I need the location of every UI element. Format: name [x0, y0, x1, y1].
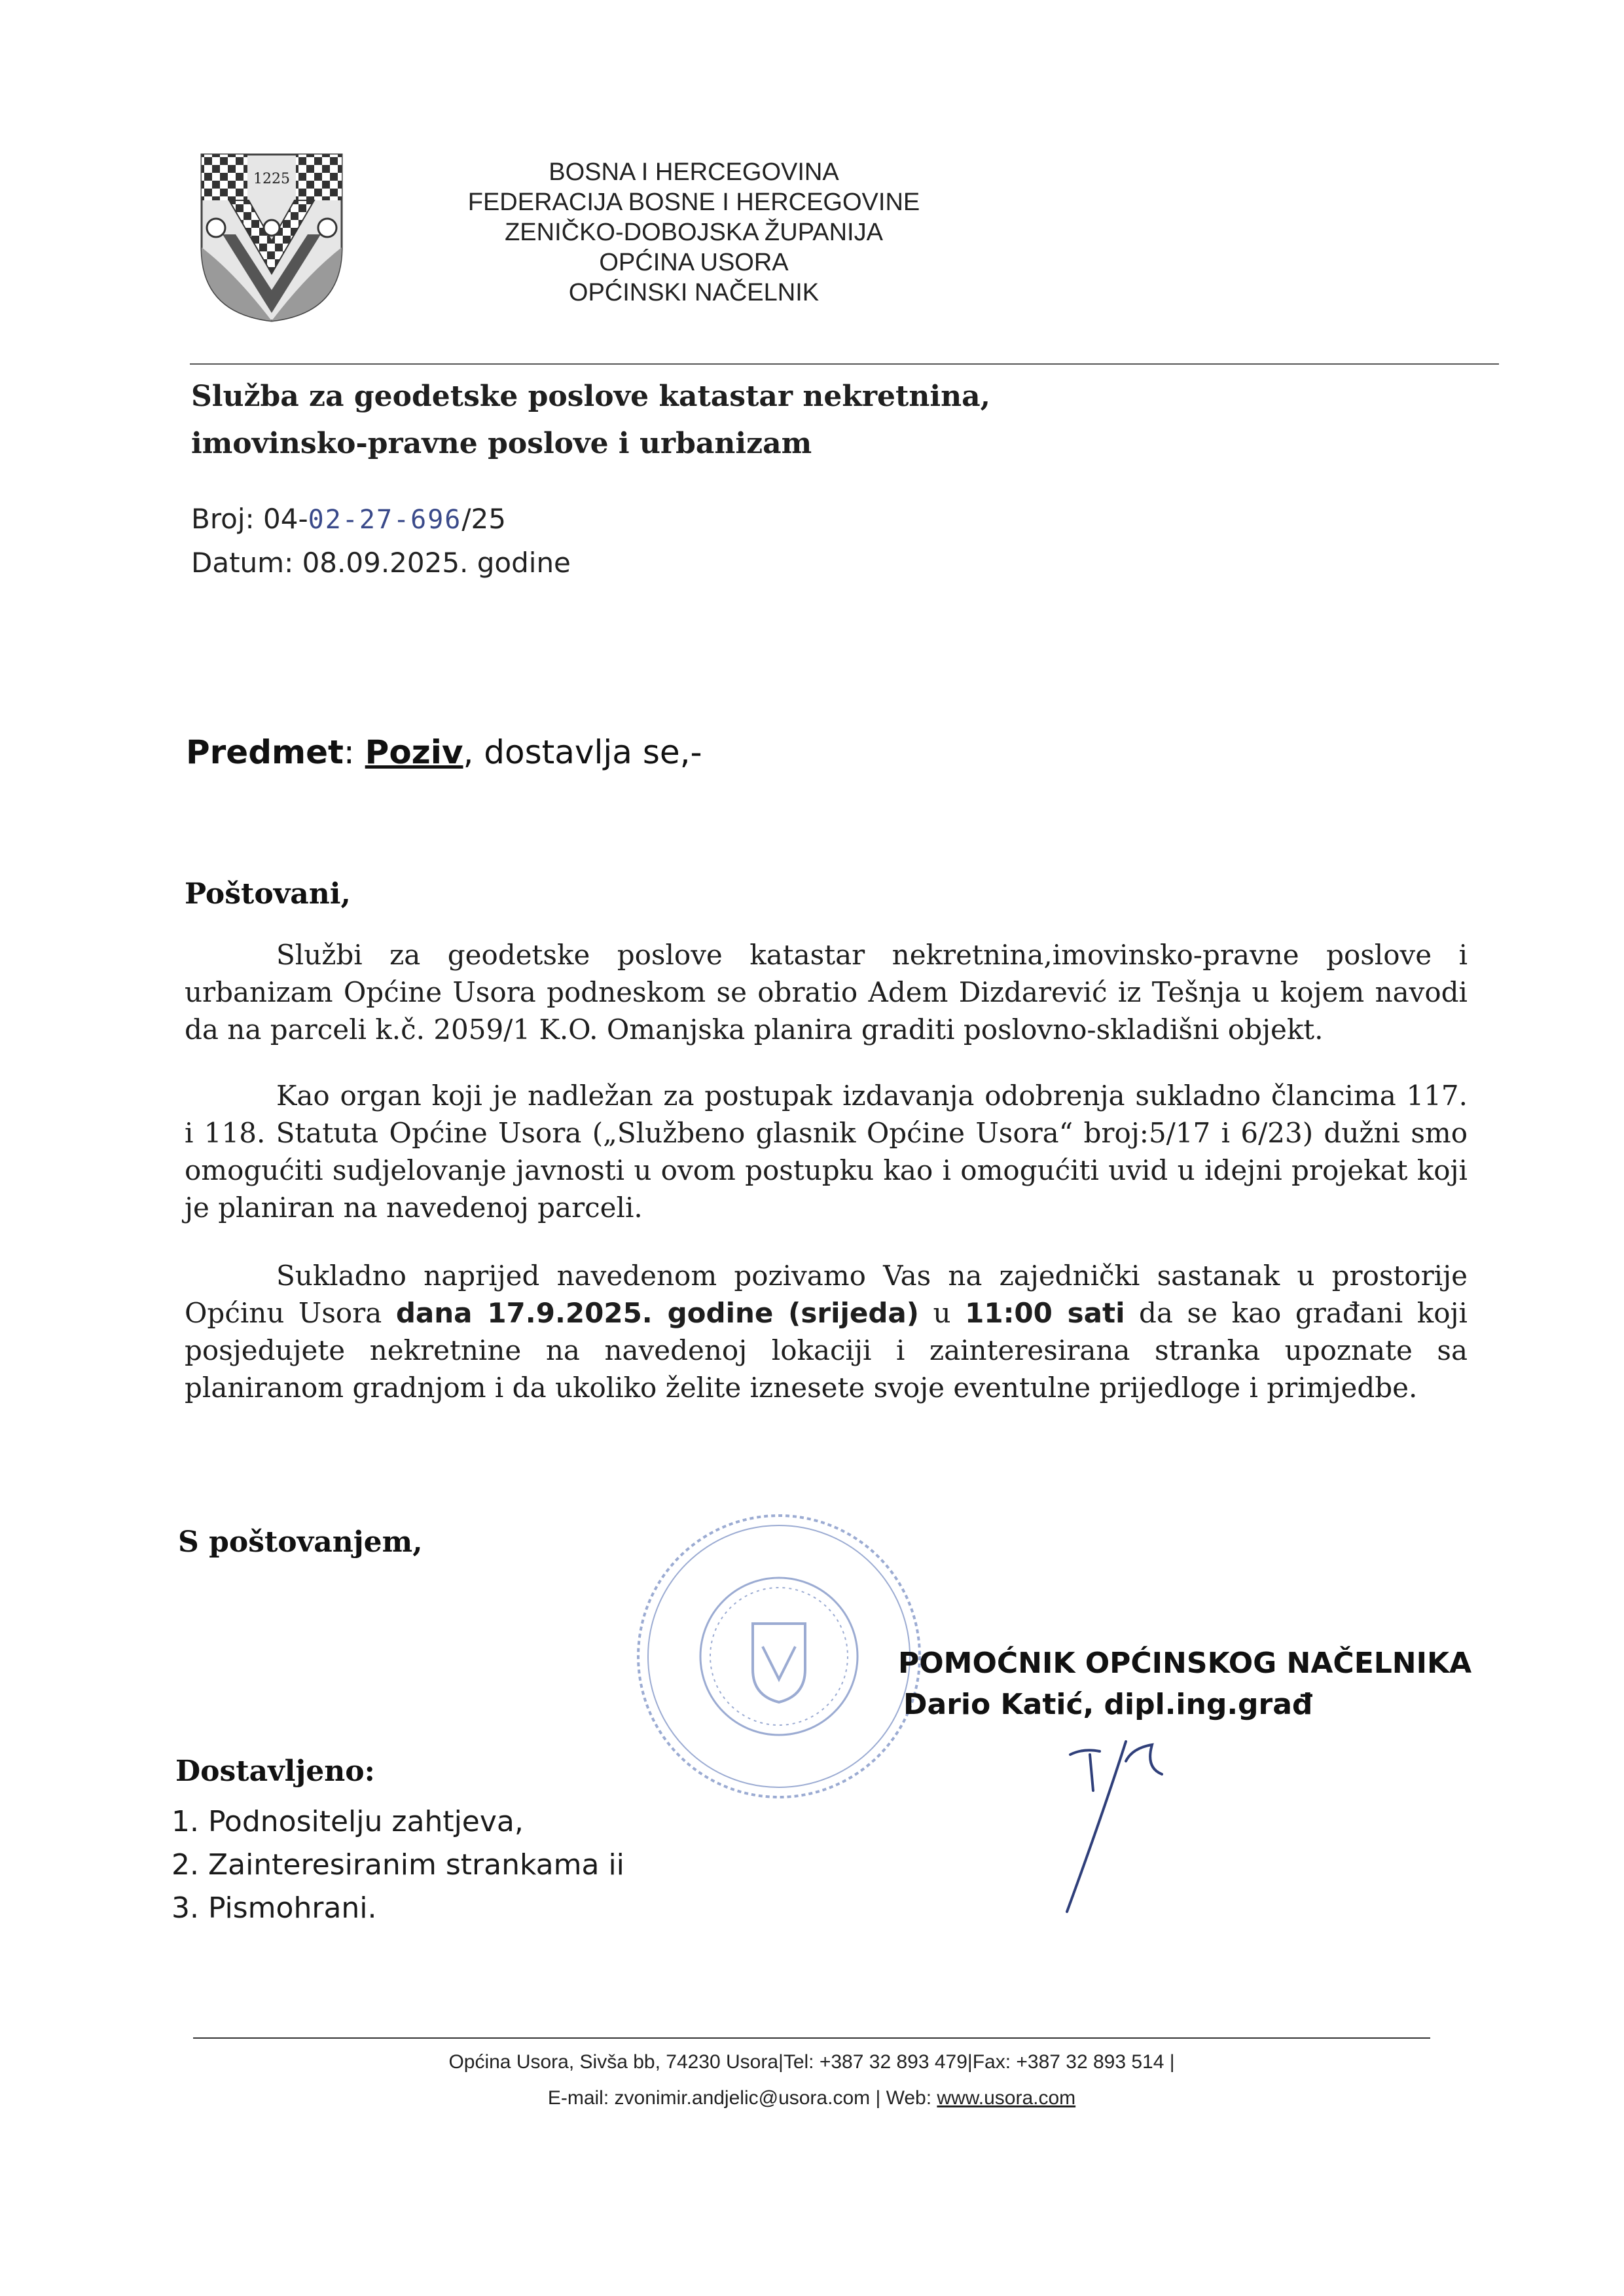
body-paragraph-2: Kao organ koji je nadležan za postupak izdavanja odobrenja sukladno člancima 117. i 118. Statuta Općine Usora („Službeno glasnik Općine Usora“ broj:5/17 i 6/23) dužni smo omogućiti sudjelovanje javnosti u ovom postupku kao i omogućiti uvid u idejni projekat koji je planiran na navedenoj parceli.	[185, 1080, 1468, 1224]
crest-year: 1225	[253, 171, 290, 187]
header-line-office: OPĆINSKI NAČELNIK	[568, 279, 820, 306]
distribution-list	[171, 1800, 624, 1930]
reference-number: Broj: 04-02-27-696/25	[191, 503, 506, 535]
footer-web-link[interactable]: www.usora.com	[937, 2087, 1076, 2109]
footer-address: Općina Usora, Sivša bb, 74230 Usora|Tel: +387 32 893 479|Fax: +387 32 893 514 |	[448, 2051, 1175, 2073]
reference-date: Datum: 08.09.2025. godine	[191, 547, 571, 579]
header-line-federation: FEDERACIJA BOSNE I HERCEGOVINE	[467, 189, 920, 216]
list-item: 3. Pismohrani.	[171, 1891, 377, 1925]
subject-line: Predmet: Poziv, dostavlja se,-	[186, 733, 702, 771]
municipality-crest-icon	[196, 149, 347, 325]
closing-phrase: S poštovanjem,	[178, 1525, 423, 1559]
footer-divider	[193, 2037, 1430, 2039]
signatory-name: Dario Katić, dipl.ing.građ	[903, 1688, 1313, 1721]
body-paragraph-3: Sukladno naprijed navedenom pozivamo Vas na zajednički sastanak u prostorije Općinu Usora dana 17.9.2025. godine (srijeda) u 11:00 sati da se kao građani koji posjedujete nekretnine na navedenoj lokaciji i zainteresirana stranka upoznate sa planiranom gradnjom i da ukoliko želite iznesete svoje eventulne prijedloge i primjedbe.	[185, 1260, 1468, 1404]
header-divider	[190, 363, 1499, 365]
handwritten-number: 02-27-696	[308, 505, 462, 535]
issuer-header	[347, 157, 1041, 308]
header-line-country: BOSNA I HERCEGOVINA	[549, 158, 839, 186]
list-item: 1. Podnositelju zahtjeva,	[171, 1805, 524, 1838]
footer-email: E-mail: zvonimir.andjelic@usora.com | Web:	[547, 2087, 937, 2109]
department-line-1: Služba za geodetske poslove katastar nekretnina,	[191, 380, 990, 413]
footer-contact	[196, 2087, 1427, 2109]
signatory-title: POMOĆNIK OPĆINSKOG NAČELNIKA	[898, 1647, 1472, 1680]
salutation: Poštovani,	[185, 877, 351, 911]
header-line-municipality: OPĆINA USORA	[599, 249, 789, 276]
meeting-date: dana 17.9.2025. godine (srijeda)	[395, 1297, 919, 1329]
department-name	[191, 373, 1238, 467]
reference-block	[191, 498, 571, 585]
body-paragraph-1: Službi za geodetske poslove katastar nekretnina,imovinsko-pravne poslove i urbanizam Općine Usora podneskom se obratio Adem Dizdarević iz Tešnja u kojem navodi da na parceli k.č. 2059/1 K.O. Omanjska planira graditi poslovno-skladišni objekt.	[185, 939, 1468, 1046]
subject-keyword: Poziv	[365, 733, 463, 771]
distribution-title: Dostavljeno:	[175, 1755, 375, 1788]
department-line-2: imovinsko-pravne poslove i urbanizam	[191, 427, 812, 460]
list-item: 2. Zainteresiranim strankama ii	[171, 1848, 624, 1882]
handwritten-signature-icon	[1054, 1728, 1198, 1918]
official-stamp-icon	[628, 1506, 929, 1807]
header-line-canton: ZENIČKO-DOBOJSKA ŽUPANIJA	[505, 219, 883, 246]
meeting-time: 11:00 sati	[965, 1297, 1125, 1329]
